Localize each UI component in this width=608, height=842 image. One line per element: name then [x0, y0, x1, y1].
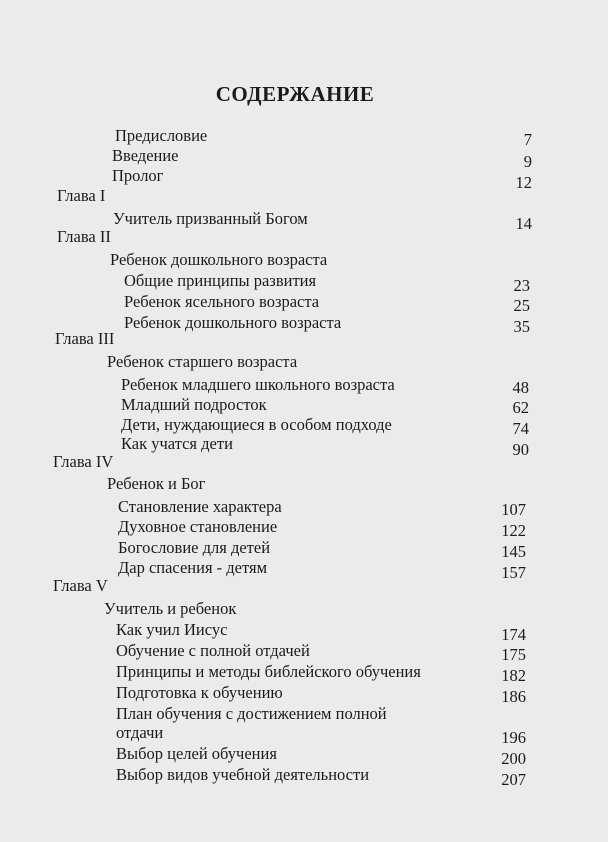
toc-entry-page: 157	[501, 563, 526, 582]
toc-entry-page: 207	[501, 770, 526, 789]
toc-entry-label: Учитель призванный Богом	[113, 209, 308, 228]
toc-entry-label: Обучение с полной отдачей	[116, 641, 310, 660]
toc-entry-label: Общие принципы развития	[124, 271, 317, 290]
toc-entry-label: Выбор целей обучения	[116, 744, 277, 763]
toc-entry-page: 200	[501, 749, 526, 768]
toc-entry-page: 90	[512, 440, 529, 459]
chapter-heading: Глава IV	[53, 452, 114, 471]
toc-entry-page: 182	[501, 666, 526, 685]
section-heading: Ребенок старшего возраста	[107, 352, 298, 371]
toc-entry-page: 186	[501, 687, 526, 706]
toc-entry-label: Ребенок младшего школьного возраста	[121, 375, 395, 394]
toc-entry-label: Духовное становление	[118, 517, 278, 536]
chapter-heading: Глава III	[55, 329, 115, 348]
toc-entry-page: 174	[501, 625, 526, 644]
toc-entry-label: Богословие для детей	[118, 538, 271, 557]
toc-entry-label: Пролог	[112, 166, 164, 185]
toc-entry-page: 175	[501, 645, 526, 664]
toc-entry-label-continued: отдачи	[116, 723, 164, 742]
toc-entry-label: Ребенок дошкольного возраста	[124, 313, 342, 332]
toc-entry-label: Введение	[112, 146, 179, 165]
toc-entry-page: 35	[513, 317, 530, 336]
toc-entry-label: Дети, нуждающиеся в особом подходе	[121, 415, 392, 434]
section-heading: Ребенок дошкольного возраста	[110, 250, 328, 269]
chapter-heading: Глава V	[53, 576, 108, 595]
toc-entry-page: 145	[501, 542, 526, 561]
toc-entry-label: Как учил Иисус	[116, 620, 228, 639]
toc-entry-label: Подготовка к обучению	[116, 683, 283, 702]
toc-entry-page: 25	[513, 296, 530, 315]
section-heading: Учитель и ребенок	[104, 599, 237, 618]
toc-entry-page: 196	[501, 728, 526, 747]
toc-entry-label: Дар спасения - детям	[118, 558, 268, 577]
toc-entry-page: 12	[515, 173, 532, 192]
chapter-heading: Глава I	[57, 186, 106, 205]
page-title: СОДЕРЖАНИЕ	[215, 82, 375, 106]
toc-entry-page: 23	[513, 276, 530, 295]
section-heading: Ребенок и Бог	[107, 474, 206, 493]
toc-entry-label: Младший подросток	[121, 395, 267, 414]
toc-entry-page: 122	[501, 521, 526, 540]
toc-entry-label: Ребенок ясельного возраста	[124, 292, 320, 311]
toc-entry-page: 9	[523, 152, 532, 171]
toc-entry-label: Предисловие	[115, 126, 208, 145]
toc-entry-label: Как учатся дети	[121, 434, 233, 453]
toc-entry-page: 14	[515, 214, 532, 233]
toc-entry-page: 7	[523, 130, 532, 149]
toc-entry-page: 48	[512, 378, 529, 397]
toc-entry-label: Выбор видов учебной деятельности	[116, 765, 370, 784]
toc-entry-label: Становление характера	[118, 497, 282, 516]
toc-entry-page: 62	[512, 398, 529, 417]
chapter-heading: Глава II	[57, 227, 111, 246]
toc-entry-label: Принципы и методы библейского обучения	[116, 662, 421, 681]
toc-entry-page: 107	[501, 500, 526, 519]
toc-entry-label: План обучения с достижением полной	[116, 704, 387, 723]
toc-entry-page: 74	[512, 419, 529, 438]
